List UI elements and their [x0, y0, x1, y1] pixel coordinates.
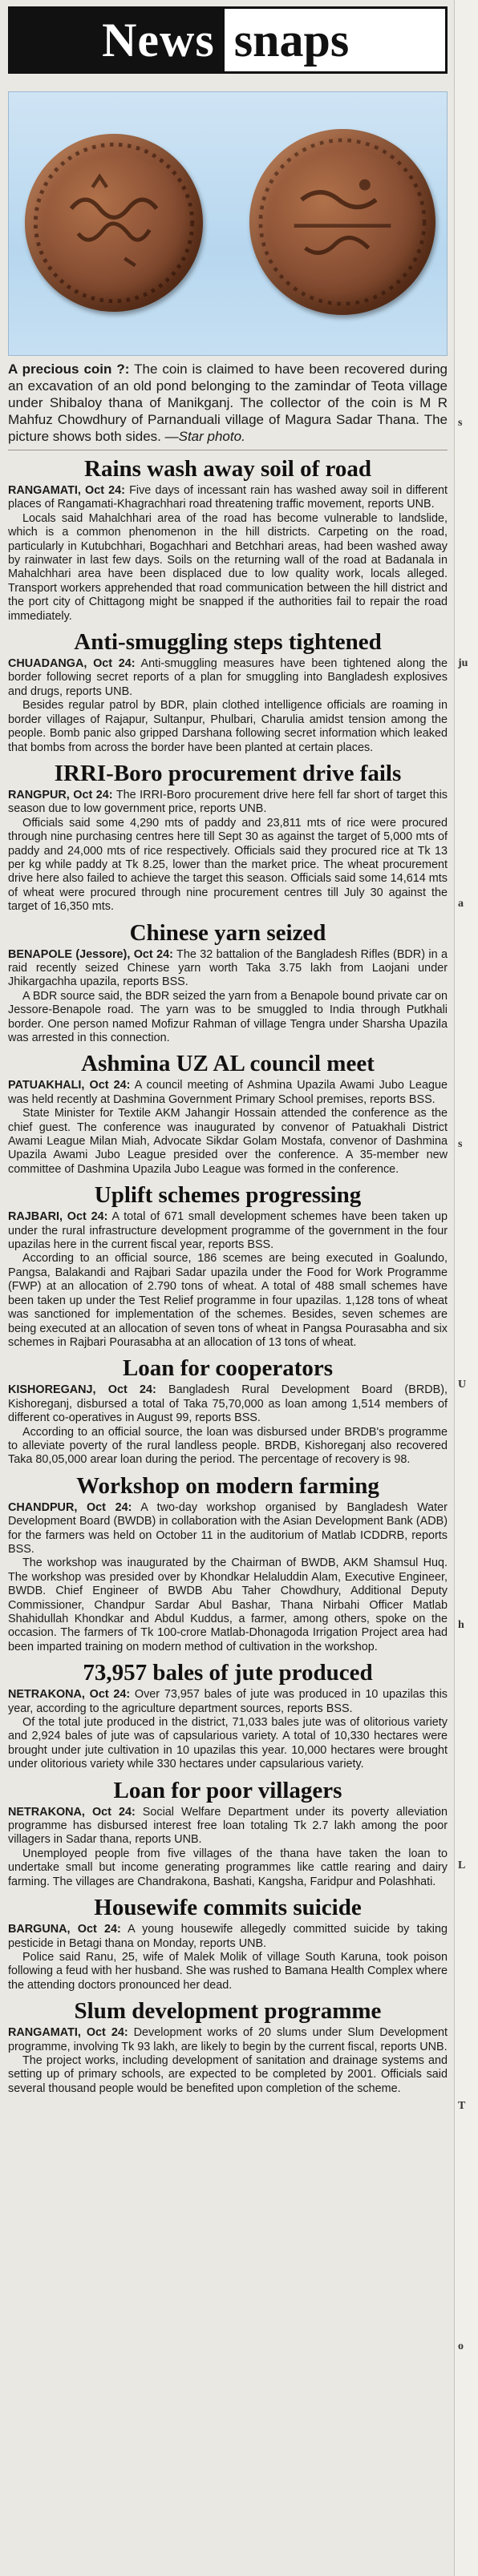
news-story — [8, 760, 448, 915]
story-paragraph: According to an official source, 186 scemes are being executed in Goalundo, Pangsa, Balakandi and Rajbari Sadar upazila under the Food for Work Programme (FWP) at an allocation of 2.790 tons of wheat. A total of 488 small schemes have been taken up under the Test Relief programme in four upazilas. 1,128 tons of wheat was sanctioned for implementation of the schemes. Besides, seven schemes are being executed at an allocation of seven tons of wheat in Pangsa Pourasabha and six schemes in Rajbari Pourasabha at an allocation of 13 tons of wheat. — [8, 1252, 448, 1349]
story-body — [8, 1688, 448, 1771]
story-headline: 73,957 bales of jute produced — [83, 1660, 373, 1686]
story-body — [8, 484, 448, 624]
story-body — [8, 1383, 448, 1467]
story-paragraph: The project works, including development of sanitation and drainage systems and setting up of primary schools, are expected to be completed by 2001. Officials said several thousand people would be benefited upon completion of the scheme. — [8, 2053, 448, 2095]
story-headline: Loan for poor villagers — [113, 1777, 342, 1803]
adjacent-text-fragment: T — [458, 2100, 466, 2112]
story-dateline: KISHOREGANJ, Oct 24: — [8, 1383, 156, 1397]
story-headline: Slum development programme — [74, 1998, 382, 2025]
adjacent-text-fragment: U — [458, 1379, 467, 1391]
stories-list — [8, 455, 448, 2096]
story-headline: Chinese yarn seized — [129, 919, 326, 946]
story-paragraph: RANGAMATI, Oct 24: Five days of incessant rain has washed away soil in different places of Rangamati-Khagrachhari road threatening traffic movement, reports UNB. — [8, 484, 448, 511]
story-headline: Workshop on modern farming — [76, 1472, 379, 1499]
story-paragraph: Besides regular patrol by BDR, plain clothed intelligence officials are roaming in border villages of Rajapur, Sultanpur, Phulbari, Charulia amidst tension among the people. Bomb panic also gripped Darshana following secret information which leaked that bombs from across the border have been planted at certain places. — [8, 699, 448, 754]
news-story — [8, 628, 448, 755]
story-paragraph: Officials said some 4,290 mts of paddy and 23,811 mts of rice were procured through nine purchasing centres here till Sept 30 as against the target of 5,000 mts of paddy and 24,000 mts of rice respectively. Officials said they procured rice at Tk 13 per kg while paddy at Tk 8.25, lower than the market price. The wheat procurement drive here also failed to achieve the target this season. Officials said some 14,614 mts of wheat were procured through nine procurement centres till July 30 against the target of 16,350 mts. — [8, 816, 448, 914]
story-headline: IRRI-Boro procurement drive fails — [54, 760, 402, 786]
story-dateline: NETRAKONA, Oct 24: — [8, 1805, 136, 1819]
adjacent-text-fragment: ju — [458, 657, 468, 669]
story-paragraph: The workshop was inaugurated by the Chairman of BWDB, AKM Shamsul Huq. The workshop was presided over by Khondkar Helaluddin Alam, Executive Engineer, BWDB. Chief Engineer of BWDB Abu Taher Chowdhury, Additional Deputy Commissioner, Chandpur Sardar Abul Bashar, Thana Nirbahi Officer Matlab Shahidullah Khondkar and Abdul Kuddus, a farmer, among others, spoke on the occasion. The farmers of Tk 100-crore Matlab-Dhonagoda Irrigation Project area had been imparted training on modern method of cultivation in the workshop. — [8, 1557, 448, 1653]
story-headline: Uplift schemes progressing — [94, 1182, 362, 1209]
caption-text: The coin is claimed to have been recovered during an excavation of an old pond belonging to the zamindar of Teota village under Shibaloy thana of Manikganj. The collector of the coin is M R Mahfuz Chowdhury of Parnanduali village of Magura Sadar Thana. The picture shows both sides. — [8, 361, 448, 444]
story-dateline: BARGUNA, Oct 24: — [8, 1923, 121, 1936]
story-dateline: RANGAMATI, Oct 24: — [8, 484, 125, 497]
story-paragraph: BARGUNA, Oct 24: A young housewife allegedly committed suicide by taking pesticide in Betagi thana on Monday, reports UNB. — [8, 1923, 448, 1950]
story-headline: Rains wash away soil of road — [84, 456, 371, 482]
story-body — [8, 1923, 448, 1993]
story-headline: Loan for cooperators — [122, 1355, 334, 1382]
story-dateline: CHUADANGA, Oct 24: — [8, 657, 136, 671]
story-paragraph: State Minister for Textile AKM Jahangir Hossain attended the conference as the chief guest. The conference was inaugurated by convenor of Patuakhali District Awami League Milan Miah, Advocate Sikdar Golam Mostafa, convenor of Dashmina Upazila Awami Jubo League presided over the conference. A 35-member new committee of Dashmina Upazila Jubo League was formed in the conference. — [8, 1107, 448, 1176]
story-paragraph: Unemployed people from five villages of the thana have taken the loan to undertake small but income generating programmes like cattle rearing and dairy farming. The villages are Chandrakona, Bashati, Kangsha, Faridpur and Polashhati. — [8, 1847, 448, 1888]
section-masthead — [8, 6, 448, 74]
masthead-snaps: snaps — [233, 13, 350, 67]
story-paragraph: PATUAKHALI, Oct 24: A council meeting of Ashmina Upazila Awami Jubo League was held recently at Dashmina Government Primary School premises, reports BSS. — [8, 1079, 448, 1106]
story-body — [8, 657, 448, 755]
story-paragraph: CHANDPUR, Oct 24: A two-day workshop organised by Bangladesh Water Development Board (BWDB) in collaboration with the Asian Development Bank (ADB) for the farmers was held on October 11 in the auditorium of Matlab ICDDRB, reports BSS. — [8, 1500, 448, 1556]
story-body — [8, 1501, 448, 1654]
news-story — [8, 1181, 448, 1350]
story-dateline: PATUAKHALI, Oct 24: — [8, 1079, 131, 1092]
masthead-news: News — [10, 9, 225, 71]
story-dateline: RANGAMATI, Oct 24: — [8, 2026, 128, 2040]
story-paragraph: KISHOREGANJ, Oct 24: Bangladesh Rural Development Board (BRDB), Kishoreganj, disbursed a total of Taka 75,70,000 as loan among 1,514 members of different co-operatives in August 99, reports BSS. — [8, 1383, 448, 1425]
story-headline: Anti-smuggling steps tightened — [74, 629, 382, 656]
story-headline: Ashmina UZ AL council meet — [81, 1051, 375, 1077]
news-story — [8, 1472, 448, 1654]
news-story — [8, 919, 448, 1046]
adjacent-text-fragment: s — [458, 1138, 463, 1150]
story-headline: Housewife commits suicide — [94, 1895, 362, 1921]
news-story — [8, 1997, 448, 2096]
story-paragraph: NETRAKONA, Oct 24: Social Welfare Department under its poverty alleviation programme has disbursed interest free loan totaling Tk 2.7 lakh among the poor villagers in Sadar thana, reports UNB. — [8, 1805, 448, 1847]
caption-credit: —Star photo. — [164, 429, 245, 444]
story-body — [8, 2026, 448, 2096]
adjacent-column-fragment — [454, 0, 478, 2576]
story-paragraph: A BDR source said, the BDR seized the yarn from a Benapole bound private car on Jessore-Benapole road. The yarn was to be smuggled to India through Putkhali border. One person named Mofizur Rahman of village Tengra under Sharsha Upazila was arrested in this connection. — [8, 989, 448, 1044]
story-paragraph: CHUADANGA, Oct 24: Anti-smuggling measures have been tightened along the border following secret reports of a plan for smuggling into Bangladesh explosives and drugs, reports UNB. — [8, 657, 448, 698]
news-story — [8, 455, 448, 624]
story-dateline: RAJBARI, Oct 24: — [8, 1210, 108, 1224]
coin-obverse-image — [25, 134, 203, 312]
story-dateline: NETRAKONA, Oct 24: — [8, 1688, 131, 1702]
story-dateline: RANGPUR, Oct 24: — [8, 788, 113, 801]
story-body — [8, 1079, 448, 1177]
story-dateline: CHANDPUR, Oct 24: — [8, 1500, 132, 1514]
news-story — [8, 1894, 448, 1993]
news-story — [8, 1659, 448, 1771]
story-body — [8, 1806, 448, 1889]
story-body — [8, 948, 448, 1046]
story-paragraph: RAJBARI, Oct 24: A total of 671 small development schemes have been taken up under the rural infrastructure development programme of the government in the four upazilas here in the current fiscal year, reports BSS. — [8, 1210, 448, 1252]
story-body — [8, 1210, 448, 1350]
adjacent-text-fragment: s — [458, 417, 463, 429]
coin-reverse-image — [249, 129, 435, 315]
story-paragraph: Police said Ranu, 25, wife of Malek Molik of village South Karuna, took poison following a feud with her husband. She was rushed to Bamana Health Complex where the attending doctors pronounced her dead. — [8, 1950, 448, 1992]
adjacent-text-fragment: h — [458, 1619, 464, 1631]
adjacent-text-fragment: L — [458, 1859, 466, 1871]
story-body — [8, 789, 448, 915]
adjacent-text-fragment: a — [458, 898, 464, 910]
story-paragraph: BENAPOLE (Jessore), Oct 24: The 32 battalion of the Bangladesh Rifles (BDR) in a raid recently seized Chinese yarn worth Taka 3.75 lakh from Laojani under Jhikargachha upazila, reports BSS. — [8, 947, 448, 989]
news-story — [8, 1050, 448, 1177]
story-dateline: BENAPOLE (Jessore), Oct 24: — [8, 947, 173, 961]
story-paragraph: Locals said Mahalchhari area of the road has become vulnerable to landslide, which is a common phenomenon in the hill districts. Carpeting on the road, particularly in Kutubchhari, Bogachhari and Betchhari areas, had been washed away by rainwater in last few days. Soils on the returning wall of the road at Badanala in Mahalchhari area have been displaced due to low quality work, locals alleged. Transport workers apprehended that road communication between the hill district and the port city of Chittagong might be snapped if the authorities fail to repair the road immediately. — [8, 511, 448, 623]
story-paragraph: Of the total jute produced in the district, 71,033 bales jute was of olitorious variety and 2,924 bales of jute was of capsularious variety. A total of 10,330 hectares were brought under jute cultivation in 10 upazilas this year. 10,000 hectares were brought under olitorious variety while 330 hectares under capsularious variety. — [8, 1716, 448, 1771]
coin-photo — [8, 91, 448, 356]
caption-headline: A precious coin ?: — [8, 361, 130, 377]
news-column — [8, 6, 448, 2096]
story-paragraph: RANGPUR, Oct 24: The IRRI-Boro procurement drive here fell far short of target this season due to low government price, reports UNB. — [8, 788, 448, 816]
photo-caption — [8, 361, 448, 445]
news-story — [8, 1777, 448, 1889]
story-paragraph: RANGAMATI, Oct 24: Development works of 20 slums under Slum Development programme, involving Tk 93 lakh, are likely to begin by the current fiscal, reports UNB. — [8, 2026, 448, 2053]
news-story — [8, 1355, 448, 1467]
adjacent-text-fragment: o — [458, 2340, 464, 2352]
story-paragraph: According to an official source, the loan was disbursed under BRDB's programme to alleviate poverty of the rural landless people. BRDB, Kishoreganj also recovered Taka 80,05,000 arear loan during the period. The percentage of recovery is 98. — [8, 1425, 448, 1467]
story-paragraph: NETRAKONA, Oct 24: Over 73,957 bales of jute was produced in 10 upazilas this year, according to the agriculture department sources, reports BSS. — [8, 1688, 448, 1715]
